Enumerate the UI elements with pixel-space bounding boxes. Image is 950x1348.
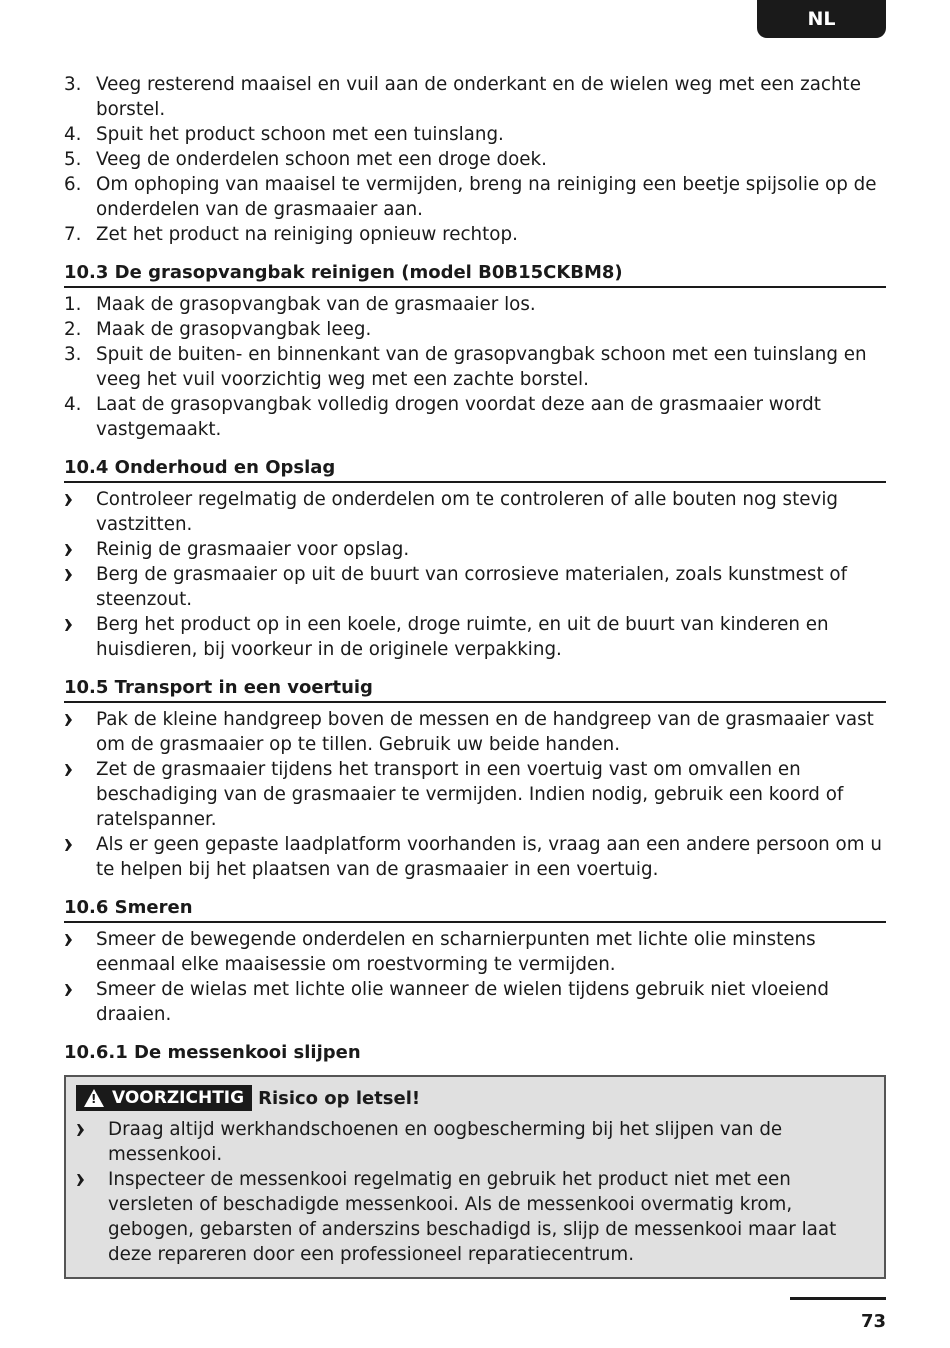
page-number: 73 xyxy=(860,1311,886,1332)
list-item-text: Draag altijd werkhandschoenen en oogbescherming bij het slijpen van de messenkooi. xyxy=(108,1119,783,1165)
bullet-icon xyxy=(65,569,72,581)
list-item-text: Zet het product na reiniging opnieuw rechtop. xyxy=(96,224,518,245)
list-item-text: Smeer de wielas met lichte olie wanneer de wielen tijdens gebruik niet vloeiend draaien. xyxy=(96,979,829,1025)
caution-heading: Risico op letsel! xyxy=(258,1087,421,1109)
bullet-icon xyxy=(65,984,72,996)
list-item xyxy=(64,612,886,662)
list-item-text: Om ophoping van maaisel te vermijden, breng na reiniging een beetje spijsolie op de onderdelen van de grasmaaier aan. xyxy=(96,174,877,220)
list-item-text: Smeer de bewegende onderdelen en scharnierpunten met lichte olie minstens eenmaal elke maaisessie om roestvorming te vermijden. xyxy=(96,929,816,975)
list-item-text: Laat de grasopvangbak volledig drogen voordat deze aan de grasmaaier wordt vastgemaakt. xyxy=(96,394,821,440)
caution-bullets xyxy=(76,1117,874,1267)
transport-bullets xyxy=(64,707,886,882)
collector-cleaning-steps xyxy=(64,292,886,442)
list-item: 2. Maak de grasopvangbak leeg. xyxy=(64,319,372,340)
list-item-text: Veeg resterend maaisel en vuil aan de onderkant en de wielen weg met een zachte borstel. xyxy=(96,74,861,120)
list-item: 6. Om ophoping van maaisel te vermijden, breng na reiniging een beetje spijsolie op de onderdelen van de grasmaaier aan. xyxy=(64,174,877,220)
list-item xyxy=(64,927,886,977)
section-heading-10-6-1: 10.6.1 De messenkooi slijpen xyxy=(64,1042,361,1063)
list-item xyxy=(64,562,886,612)
list-item-text: Inspecteer de messenkooi regelmatig en gebruik het product niet met een versleten of beschadigde messenkooi. Als de messenkooi overmatig krom, gebogen, gebarsten of anderszins beschadigd is, slijp de messenkooi maar laat deze repareren door een professioneel reparatiecentrum. xyxy=(108,1169,837,1265)
footer-rule xyxy=(790,1297,886,1300)
section-heading-10-5: 10.5 Transport in een voertuig xyxy=(64,676,886,703)
section-heading-10-4: 10.4 Onderhoud en Opslag xyxy=(64,456,886,483)
language-tab: NL xyxy=(757,0,886,38)
caution-label xyxy=(76,1085,252,1111)
list-item-text: Reinig de grasmaaier voor opslag. xyxy=(96,539,410,560)
list-item-text: Maak de grasopvangbak leeg. xyxy=(96,319,372,340)
list-item-text: Berg de grasmaaier op uit de buurt van corrosieve materialen, zoals kunstmest of steenzout. xyxy=(96,564,848,610)
maintenance-bullets xyxy=(64,487,886,662)
list-item-text: Maak de grasopvangbak van de grasmaaier los. xyxy=(96,294,536,315)
bullet-icon xyxy=(77,1124,84,1136)
warning-triangle-icon: ! xyxy=(84,1089,104,1107)
list-item: 5. Veeg de onderdelen schoon met een droge doek. xyxy=(64,149,547,170)
list-item xyxy=(76,1117,874,1167)
list-item-text: Veeg de onderdelen schoon met een droge doek. xyxy=(96,149,547,170)
list-item: 1. Maak de grasopvangbak van de grasmaaier los. xyxy=(64,294,536,315)
caution-label-text: VOORZICHTIG xyxy=(112,1088,245,1108)
list-item-text: Spuit de buiten- en binnenkant van de grasopvangbak schoon met een tuinslang en veeg het vuil voorzichtig weg met een zachte borstel. xyxy=(96,344,867,390)
caution-box xyxy=(64,1075,886,1279)
cleaning-steps-list xyxy=(64,72,886,247)
page-content xyxy=(64,72,886,1279)
list-item xyxy=(64,977,886,1027)
list-item: 3. Spuit de buiten- en binnenkant van de grasopvangbak schoon met een tuinslang en veeg het vuil voorzichtig weg met een zachte borstel. xyxy=(64,344,867,390)
bullet-icon xyxy=(65,934,72,946)
list-item-text: Spuit het product schoon met een tuinslang. xyxy=(96,124,504,145)
list-item xyxy=(64,707,886,757)
bullet-icon xyxy=(65,619,72,631)
section-heading-10-6: 10.6 Smeren xyxy=(64,896,886,923)
bullet-icon xyxy=(65,714,72,726)
lubrication-bullets xyxy=(64,927,886,1027)
bullet-icon xyxy=(77,1174,84,1186)
caution-header xyxy=(76,1085,874,1111)
bullet-icon xyxy=(65,494,72,506)
list-item: 4. Spuit het product schoon met een tuinslang. xyxy=(64,124,504,145)
list-item-text: Controleer regelmatig de onderdelen om te controleren of alle bouten nog stevig vastzitten. xyxy=(96,489,838,535)
bullet-icon xyxy=(65,764,72,776)
list-item: 4. Laat de grasopvangbak volledig drogen voordat deze aan de grasmaaier wordt vastgemaakt. xyxy=(64,394,821,440)
list-item xyxy=(76,1167,874,1267)
list-item-text: Pak de kleine handgreep boven de messen en de handgreep van de grasmaaier vast om de grasmaaier op te tillen. Gebruik uw beide handen. xyxy=(96,709,874,755)
list-item-text: Als er geen gepaste laadplatform voorhanden is, vraag aan een andere persoon om u te helpen bij het plaatsen van de grasmaaier in een voertuig. xyxy=(96,834,882,880)
bullet-icon xyxy=(65,544,72,556)
list-item xyxy=(64,832,886,882)
bullet-icon xyxy=(65,839,72,851)
list-item-text: Berg het product op in een koele, droge ruimte, en uit de buurt van kinderen en huisdieren, bij voorkeur in de originele verpakking. xyxy=(96,614,829,660)
section-heading-10-3: 10.3 De grasopvangbak reinigen (model B0B15CKBM8) xyxy=(64,261,886,288)
list-item xyxy=(64,757,886,832)
list-item: 7. Zet het product na reiniging opnieuw rechtop. xyxy=(64,224,518,245)
list-item xyxy=(64,537,886,562)
list-item xyxy=(64,487,886,537)
list-item: 3. Veeg resterend maaisel en vuil aan de onderkant en de wielen weg met een zachte borstel. xyxy=(64,74,861,120)
list-item-text: Zet de grasmaaier tijdens het transport in een voertuig vast om omvallen en beschadiging van de grasmaaier te vermijden. Indien nodig, gebruik een koord of ratelspanner. xyxy=(96,759,844,830)
